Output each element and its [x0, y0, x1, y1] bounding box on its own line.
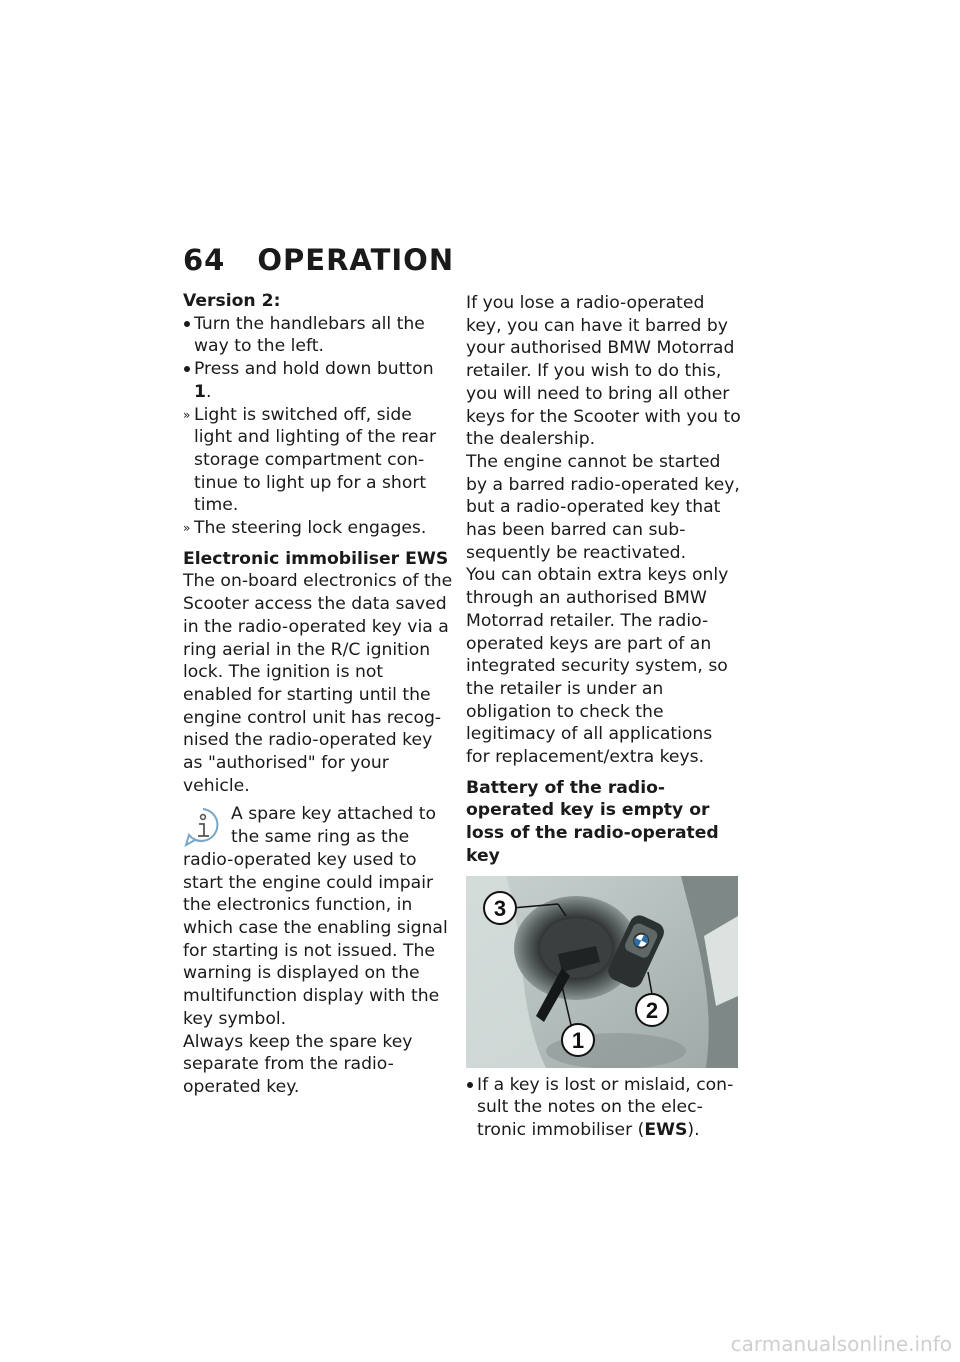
paragraph-lost-key: If you lose a radio-operated key, you can have it barred by your authorised BMW Motorrad retailer. If you wish to do this, you will need to bring all other keys for the Scooter with you to the dealership.	[466, 293, 741, 450]
paragraph-barred-key: The engine cannot be started by a barred radio-operated key, but a radio-operated key that has been barred can subsequently be reactivated.	[466, 451, 740, 563]
result-steering-lock	[183, 517, 453, 540]
result-marker: »	[183, 407, 191, 422]
info-icon	[183, 805, 223, 847]
step-text: Press and hold down button	[194, 359, 434, 380]
version-heading: Version 2:	[183, 291, 281, 311]
step-text-end: .	[205, 381, 212, 402]
right-column	[466, 292, 741, 1142]
step-text: If a key is lost or mislaid, consult the notes on the electronic immobiliser (	[477, 1074, 734, 1140]
note-block	[183, 803, 453, 1098]
button-reference: 1	[194, 381, 206, 402]
callout-3-label: 3	[493, 895, 507, 921]
page-title: OPERATION	[257, 243, 455, 277]
callout-1-label: 1	[571, 1027, 585, 1053]
key-illustration	[466, 876, 738, 1068]
note-text: A spare key attached to the same ring as the radio-operated key used to start the engine could impair the electronics function, in which case the enabling signal for starting is not issued. The warning is displayed on the multifunction display with the key symbol.	[183, 804, 448, 1029]
step-text: Turn the handlebars all the way to the left.	[194, 313, 425, 357]
step-lost-key	[466, 1074, 741, 1142]
callout-3	[484, 892, 516, 924]
result-marker: »	[183, 521, 191, 536]
key-figure	[466, 876, 738, 1068]
watermark-brand: carmanualsonline.info	[730, 1332, 952, 1356]
step-press-button	[183, 358, 453, 403]
left-column	[183, 290, 453, 1099]
battery-heading: Battery of the radio-operated key is empty or loss of the radio-operated key	[466, 777, 719, 866]
ews-body: The on-board electronics of the Scooter access the data saved in the radio-operated key via a ring aerial in the R/C ignition lock. The ignition is not enabled for starting until the engine control unit has recognised the radio-operated key as "authorised" for your vehicle.	[183, 571, 453, 796]
ews-reference: EWS	[644, 1119, 688, 1140]
result-text: The steering lock engages.	[194, 518, 427, 539]
callout-1	[562, 1024, 594, 1056]
page-number: 64	[183, 243, 226, 277]
step-turn-handlebars	[183, 313, 453, 358]
result-light-switched-off	[183, 404, 453, 518]
callout-2	[636, 994, 668, 1026]
ews-heading: Electronic immobiliser EWS	[183, 548, 449, 569]
callout-2-label: 2	[645, 997, 659, 1023]
note-followup: Always keep the spare key separate from the radio-operated key.	[183, 1031, 413, 1097]
result-text: Light is switched off, side light and lighting of the rear storage compartment continue to light up for a short time.	[194, 404, 437, 516]
step-text-end: ).	[687, 1119, 700, 1140]
page-header	[183, 240, 454, 280]
paragraph-extra-keys: You can obtain extra keys only through an authorised BMW Motorrad retailer. The radio-operated keys are part of an integrated security system, so the retailer is under an obligation to check the legitimacy of all applications for replacement/extra keys.	[466, 565, 729, 768]
